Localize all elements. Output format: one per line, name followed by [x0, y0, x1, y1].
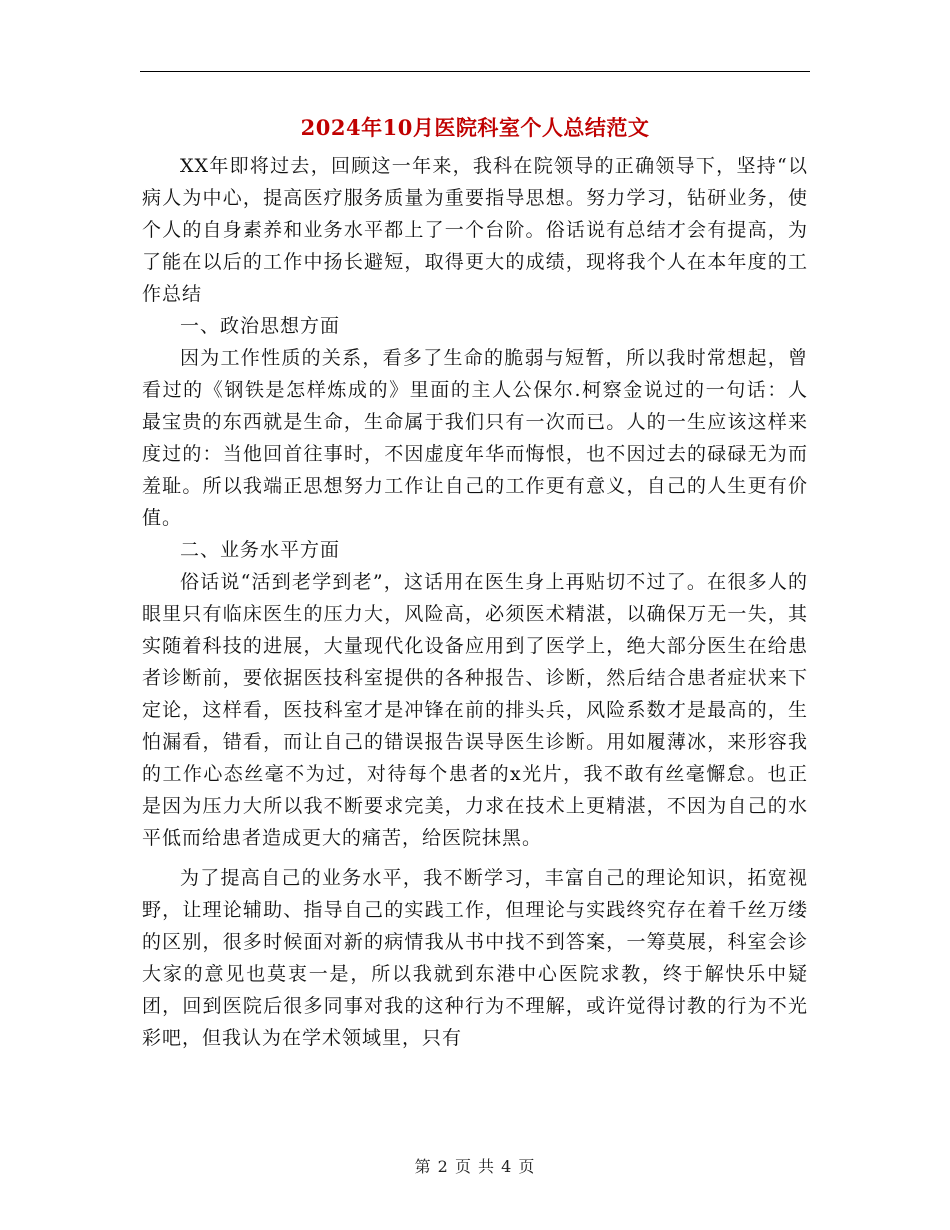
- page-footer: 第 2 页 共 4 页: [414, 1157, 536, 1176]
- paragraph-study: 为了提高自己的业务水平，我不断学习，丰富自己的理论知识，拓宽视野，让理论辅助、指导自己的实践工作，但理论与实践终究存在着千丝万缕的区别，很多时候面对新的病情我从书中找不到答案，一筹莫展，科室会诊大家的意见也莫衷一是，所以我就到东港中心医院求教，终于解快乐中疑团，回到医院后很多同事对我的这种行为不理解，或许觉得讨教的行为不光彩吧，但我认为在学术领域里，只有: [142, 867, 808, 1049]
- paragraph-business: 俗话说“活到老学到老”，这话用在医生身上再贴切不过了。在很多人的眼里只有临床医生的压力大，风险高，必须医术精湛，以确保万无一失，其实随着科技的进展，大量现代化设备应用到了医学上，绝大部分医生在给患者诊断前，要依据医技科室提供的各种报告、诊断，然后结合患者症状来下定论，这样看，医技科室才是冲锋在前的排头兵，风险系数才是最高的，生怕漏看，错看，而让自己的错误报告误导医生诊断。用如履薄冰，来形容我的工作心态丝毫不为过，对待每个患者的x光片，我不敢有丝毫懈怠。也正是因为压力大所以我不断要求完美，力求在技术上更精湛，不因为自己的水平低而给患者造成更大的痛苦，给医院抹黑。: [142, 571, 808, 849]
- section-heading-business: 二、业务水平方面: [180, 539, 341, 561]
- paragraph-intro: XX年即将过去，回顾这一年来，我科在院领导的正确领导下，坚持“以病人为中心，提高医疗服务质量为重要指导思想。努力学习，钻研业务，使个人的自身素养和业务水平都上了一个台阶。俗话说有总结才会有提高，为了能在以后的工作中扬长避短，取得更大的成绩，现将我个人在本年度的工作总结: [142, 155, 808, 305]
- header-rule: [140, 71, 810, 72]
- paragraph-political: 因为工作性质的关系，看多了生命的脆弱与短暂，所以我时常想起，曾看过的《钢铁是怎样炼成的》里面的主人公保尔.柯察金说过的一句话：人最宝贵的东西就是生命，生命属于我们只有一次而已。人的一生应该这样来度过的：当他回首往事时，不因虚度年华而悔恨，也不因过去的碌碌无为而羞耻。所以我端正思想努力工作让自己的工作更有意义，自己的人生更有价值。: [142, 347, 808, 529]
- document-body: [142, 150, 808, 1054]
- section-heading-political: 一、政治思想方面: [180, 315, 341, 337]
- document-title: 2024年10月医院科室个人总结范文: [300, 115, 650, 140]
